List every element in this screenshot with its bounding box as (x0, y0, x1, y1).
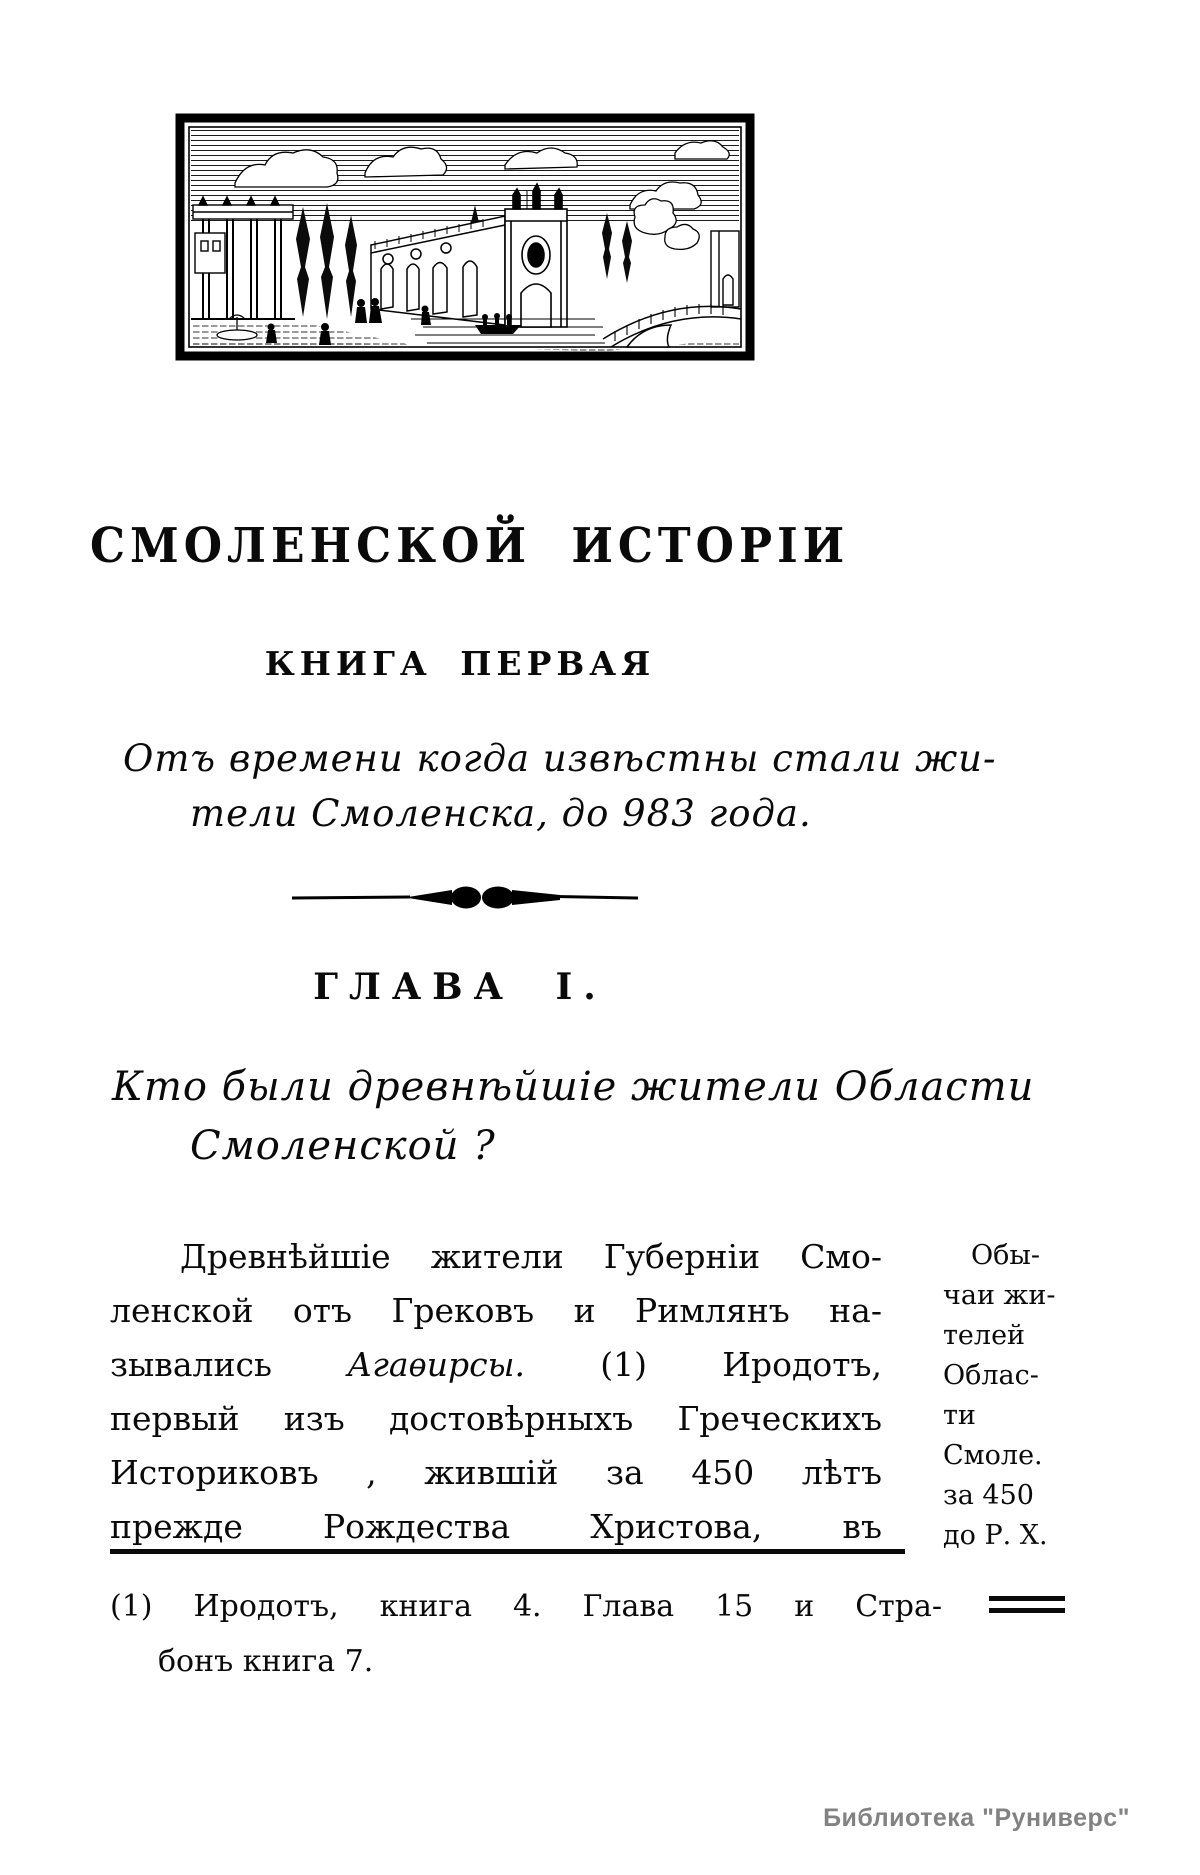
body-word: Иродотъ, (722, 1345, 882, 1384)
margin-note-line: за 450 (943, 1480, 1034, 1511)
footnote-rule (110, 1549, 905, 1554)
margin-note-line: Обы- (971, 1240, 1041, 1271)
margin-note-line: телей (943, 1320, 1026, 1351)
margin-note (943, 1236, 1103, 1556)
body-word-italic: Агаѳирсы. (347, 1345, 525, 1384)
margin-note-line: чаи жи- (943, 1280, 1056, 1311)
body-line: прежде Рождества Христова, въ (110, 1507, 882, 1546)
footnote-marker: (1) (600, 1345, 648, 1384)
chapter-question-line-1: Кто были древнѣйшіе жители Области (112, 1064, 1035, 1110)
chapter-heading: ГЛАВА I. (313, 966, 607, 1008)
subtitle-line-1: Отъ времени когда извѣстны стали жи- (123, 737, 997, 780)
body-line: Историковъ , жившій за 450 лѣтъ (110, 1453, 882, 1492)
book-part-heading: КНИГА ПЕРВАЯ (264, 644, 656, 683)
footnote-line-2: бонъ книга 7. (158, 1644, 374, 1679)
body-line: Древнѣйшіе жители Губерніи Смо- (180, 1237, 882, 1276)
footnote-line-1: (1) Иродотъ, книга 4. Глава 15 и Стра- (110, 1589, 942, 1624)
ornamental-divider (290, 882, 640, 912)
margin-double-rule (989, 1596, 1065, 1620)
margin-note-line: Облас- (943, 1360, 1039, 1391)
margin-note-line: ти (943, 1400, 976, 1431)
body-word: зывались (110, 1345, 272, 1384)
library-watermark: Библиотека "Руниверс" (823, 1804, 1130, 1832)
chapter-question-line-2: Смоленской ? (190, 1123, 496, 1169)
body-paragraph (110, 1230, 882, 1554)
margin-note-line: Смоле. (943, 1440, 1043, 1471)
subtitle-line-2: тели Смоленска, до 983 года. (190, 792, 812, 835)
book-title: СМОЛЕНСКОЙ ИСТОРІИ (90, 518, 850, 575)
body-line (110, 1338, 882, 1392)
body-line: первый изъ достовѣрныхъ Греческихъ (110, 1399, 882, 1438)
body-line: ленской отъ Грековъ и Римлянъ на- (110, 1291, 882, 1330)
margin-note-line: до Р. Х. (943, 1520, 1048, 1551)
palace-garden-engraving (175, 113, 755, 361)
